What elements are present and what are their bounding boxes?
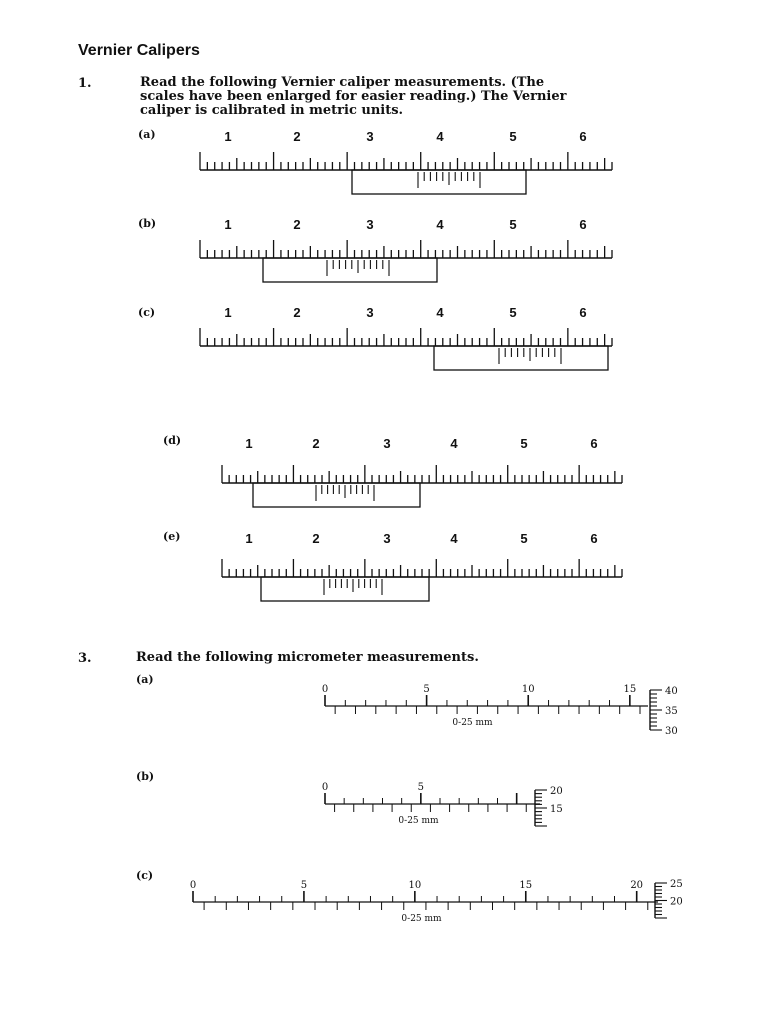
vernier-a-slider-box [352,170,526,194]
vernier-d-scale-number: 5 [520,436,528,451]
vernier-c-scale-number: 6 [579,305,587,320]
vernier-label-a: (a) [138,128,156,141]
vernier-b-scale-number: 5 [509,217,517,232]
vernier-b-slider-box [263,258,437,282]
vernier-c-scale-number: 2 [293,305,301,320]
vernier-a-scale-number: 3 [366,129,374,144]
micrometer-b-thimble-number: 20 [550,786,563,797]
vernier-b-scale-number: 1 [224,217,232,232]
vernier-d-scale-number: 4 [450,436,458,451]
question-1-line-3: caliper is calibrated in metric units. [140,103,404,118]
vernier-b-scale-number: 2 [293,217,301,232]
micrometer-a-thimble-number: 30 [665,726,678,737]
vernier-e-scale-number: 2 [312,531,320,546]
micrometer-a-thimble-number: 35 [665,706,678,717]
micrometer-c-range-label: 0-25 mm [401,914,442,924]
vernier-b-scale-number: 4 [436,217,444,232]
vernier-d-scale-number: 6 [590,436,598,451]
vernier-d-slider-box [253,483,420,507]
vernier-c-scale-number: 3 [366,305,374,320]
micrometer-c-sleeve-number: 20 [630,880,644,891]
vernier-e-scale-number: 1 [245,531,253,546]
vernier-label-c: (c) [138,306,156,319]
micrometer-c-thimble-number: 25 [670,879,683,890]
micrometer-c-sleeve-number: 15 [519,880,533,891]
vernier-label-e: (e) [163,530,181,543]
vernier-c-scale-number: 1 [224,305,232,320]
micrometer-a-sleeve-number: 10 [521,684,535,695]
question-1-number: 1. [78,76,92,91]
vernier-e-slider-box [261,577,429,601]
question-1-line-2: scales have been enlarged for easier reading.) The Vernier [140,89,567,104]
question-1-line-1: Read the following Vernier caliper measurements. (The [140,75,545,90]
micrometer-c-thimble-number: 20 [670,896,683,908]
vernier-e-scale-number: 6 [590,531,598,546]
vernier-a-scale-number: 5 [509,129,517,144]
vernier-a-scale-number: 2 [293,129,301,144]
micrometer-b-sleeve-number: 0 [321,782,329,793]
micrometer-a-sleeve-number: 0 [321,684,329,695]
vernier-b-scale-number: 3 [366,217,374,232]
micrometer-label-a: (a) [136,673,154,686]
micrometer-c-sleeve-number: 10 [408,880,422,891]
micrometer-c-sleeve-number: 5 [300,880,308,891]
vernier-e-scale-number: 3 [383,531,391,546]
question-3-number: 3. [78,651,92,666]
micrometer-a-sleeve-number: 5 [423,684,430,695]
micrometer-label-c: (c) [136,869,154,882]
micrometer-b-range-label: 0-25 mm [398,816,439,826]
vernier-a-scale-number: 6 [579,129,587,144]
vernier-a-scale-number: 4 [436,129,444,144]
micrometer-c-sleeve-number: 0 [189,880,197,891]
vernier-a-scale-number: 1 [224,129,232,144]
vernier-d-scale-number: 2 [312,436,320,451]
micrometer-a-sleeve-number: 15 [623,684,637,695]
vernier-d-scale-number: 3 [383,436,391,451]
vernier-c-slider-box [434,346,608,370]
question-3-text: Read the following micrometer measurements. [136,650,479,665]
vernier-b-scale-number: 6 [579,217,587,232]
vernier-d-scale-number: 1 [245,436,253,451]
micrometer-label-b: (b) [136,770,155,783]
vernier-e-scale-number: 5 [520,531,528,546]
vernier-c-scale-number: 5 [509,305,517,320]
micrometer-b-thimble-number: 15 [550,804,563,815]
micrometer-b-sleeve-number: 5 [417,782,425,793]
page-title: Vernier Calipers [78,42,200,59]
vernier-label-b: (b) [138,217,157,230]
vernier-c-scale-number: 4 [436,305,444,320]
vernier-label-d: (d) [163,434,182,447]
micrometer-a-thimble-number: 40 [665,686,678,697]
vernier-e-scale-number: 4 [450,531,458,546]
micrometer-a-range-label: 0-25 mm [452,718,493,728]
